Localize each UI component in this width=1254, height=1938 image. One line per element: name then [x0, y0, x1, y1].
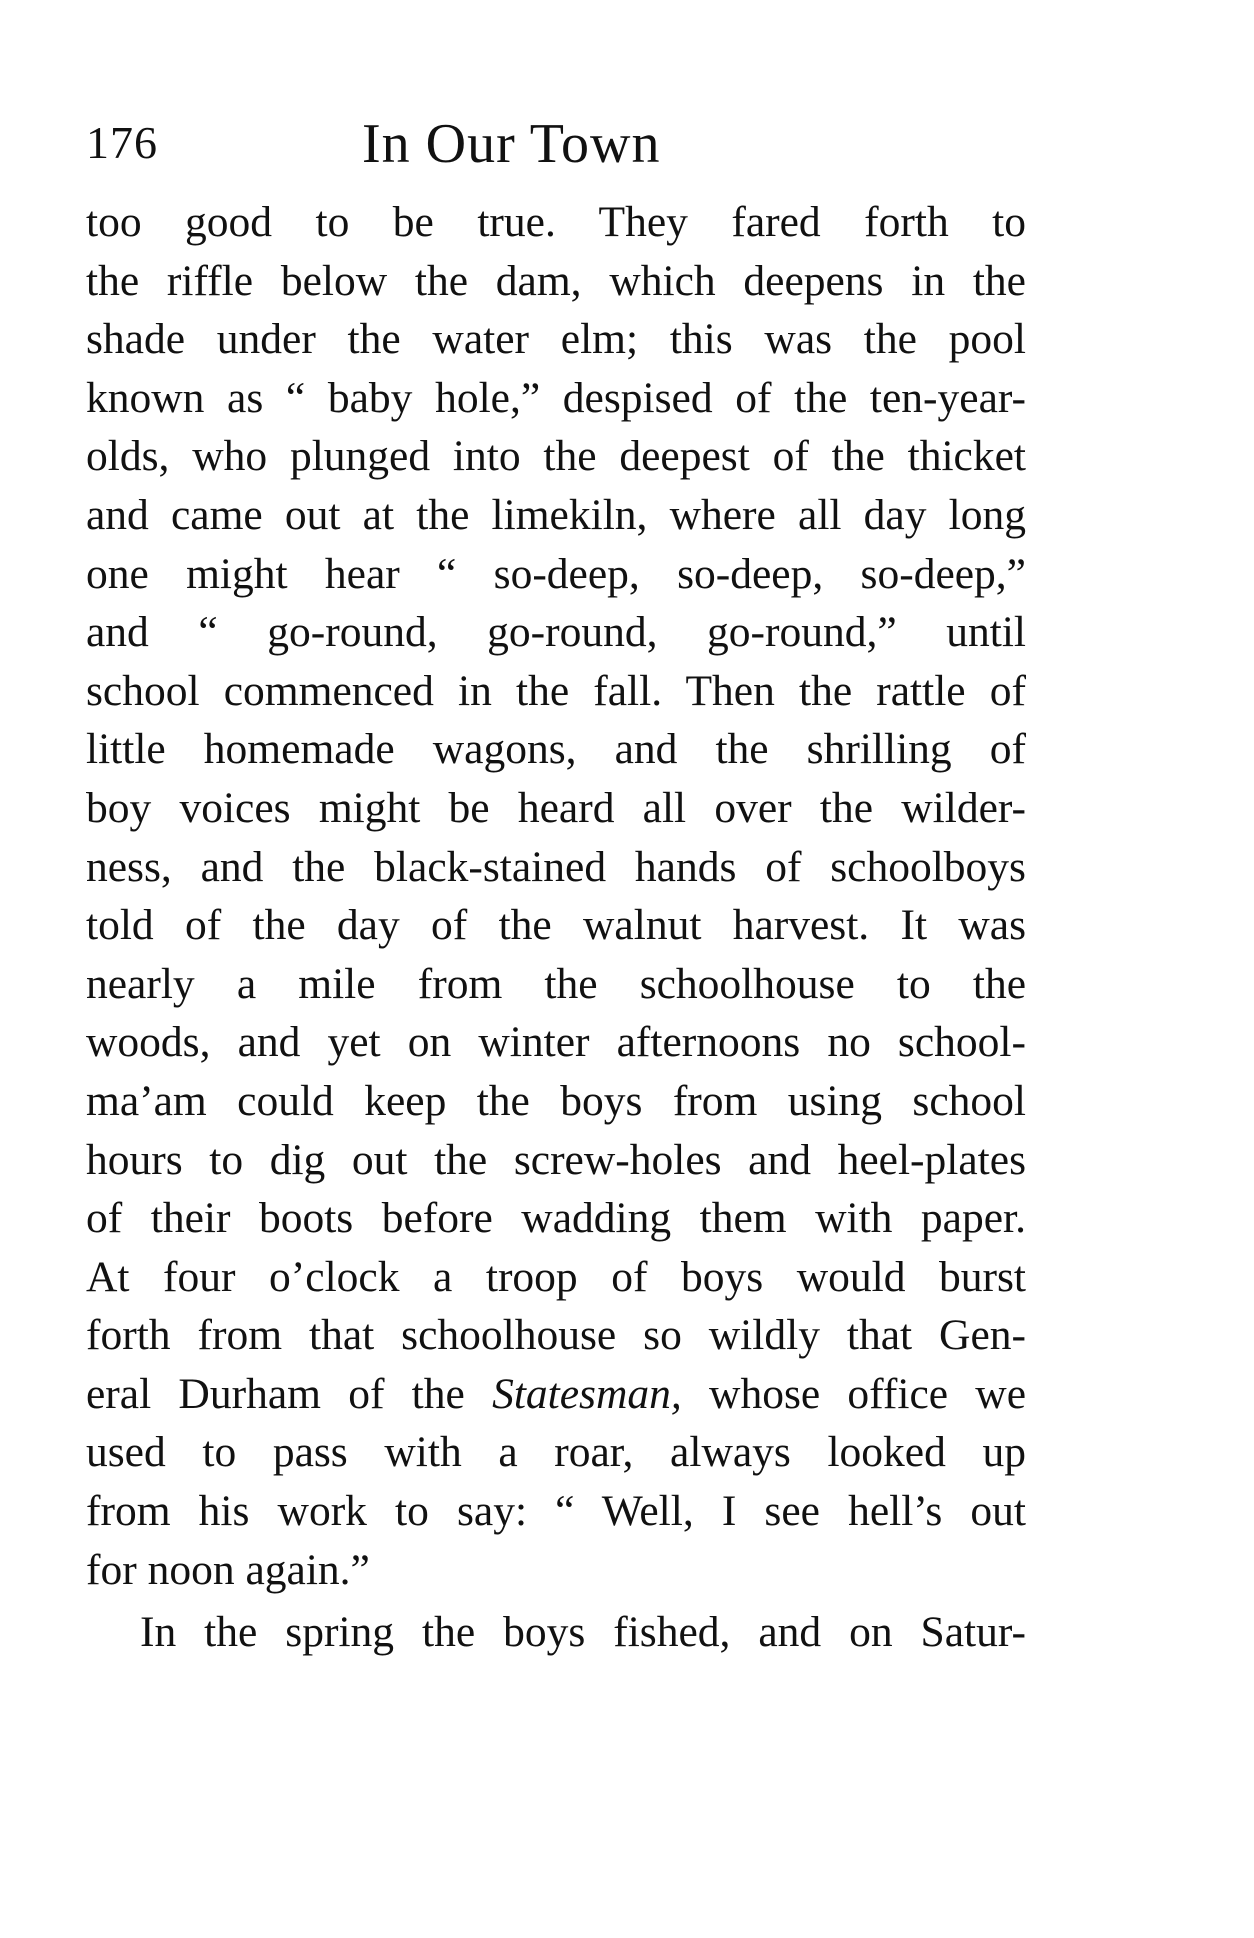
text-line: nearly a mile from the schoolhouse to the — [86, 959, 1026, 1008]
text-fragment: eral Durham of the — [86, 1369, 465, 1418]
text-line: told of the day of the walnut harvest. It was — [86, 901, 1026, 950]
running-title: In Our Town — [362, 113, 661, 175]
paragraph-end-line: for noon again.” — [86, 1545, 370, 1594]
text-line: ness, and the black-stained hands of schoolboys — [86, 842, 1026, 891]
page-number: 176 — [86, 117, 158, 168]
text-fragment: whose office we — [709, 1369, 1027, 1418]
running-head — [86, 112, 1026, 182]
body-text — [86, 193, 1026, 1662]
publication-name: Statesman, — [492, 1369, 682, 1418]
text-line: hours to dig out the screw-holes and heel-plates — [86, 1135, 1026, 1184]
paragraph-start-line: In the spring the boys fished, and on Satur- — [140, 1608, 1026, 1657]
text-line: ma’am could keep the boys from using school — [86, 1076, 1026, 1125]
text-line: known as “ baby hole,” despised of the ten-year- — [86, 373, 1026, 422]
text-line-statesman — [86, 1365, 1026, 1424]
text-line: from his work to say: “ Well, I see hell’s out — [86, 1487, 1026, 1536]
text-line: shade under the water elm; this was the pool — [86, 315, 1026, 364]
text-line: little homemade wagons, and the shrilling of — [86, 725, 1026, 774]
text-line: olds, who plunged into the deepest of the thicket — [86, 432, 1026, 481]
text-line: the riffle below the dam, which deepens in the — [86, 256, 1026, 305]
text-line: and came out at the limekiln, where all day long — [86, 490, 1026, 539]
text-line: school commenced in the fall. Then the rattle of — [86, 666, 1026, 715]
text-line: one might hear “ so-deep, so-deep, so-deep,” — [86, 549, 1026, 598]
text-line: used to pass with a roar, always looked up — [86, 1428, 1026, 1477]
text-line: At four o’clock a troop of boys would burst — [86, 1252, 1026, 1301]
text-line: of their boots before wadding them with paper. — [86, 1194, 1026, 1243]
text-line: too good to be true. They fared forth to — [86, 198, 1026, 246]
text-line: forth from that schoolhouse so wildly that Gen- — [86, 1311, 1026, 1360]
text-line: woods, and yet on winter afternoons no school- — [86, 1018, 1026, 1067]
text-line: and “ go-round, go-round, go-round,” until — [86, 608, 1026, 657]
text-line: boy voices might be heard all over the wilder- — [86, 783, 1026, 832]
